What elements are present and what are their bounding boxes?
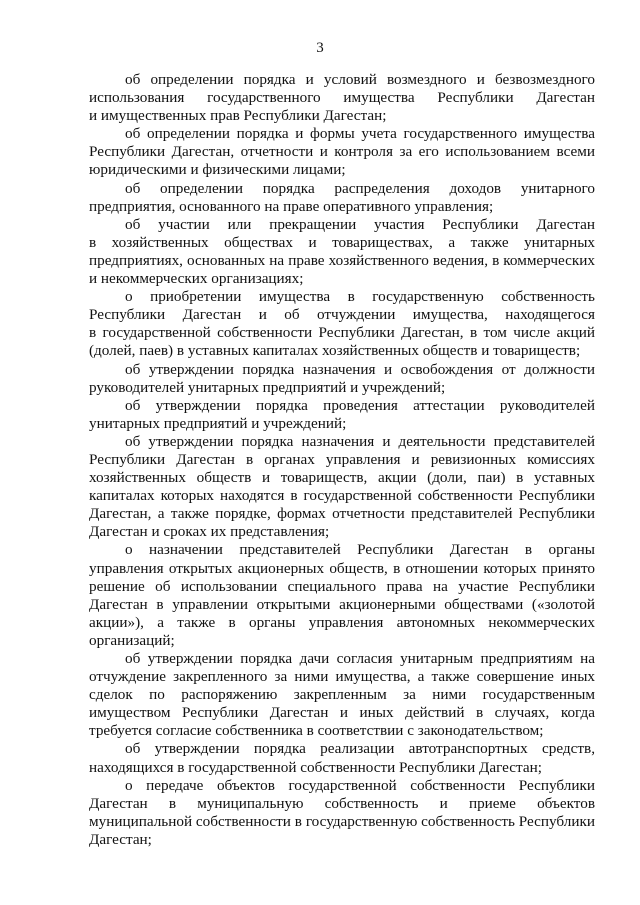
text-line: об определении порядка распределения доходов унитарного (125, 179, 595, 197)
text-line: акции»), а также в органы управления автономных некоммерческих (89, 613, 595, 631)
text-line: об утверждении порядка дачи согласия унитарным предприятиям на (125, 650, 595, 667)
text-line: о назначении представителей Республики Дагестан в органы (125, 541, 595, 559)
paragraph (89, 650, 595, 740)
text-line: и имущественных прав Республики Дагестан; (89, 107, 387, 125)
text-line: юридическими и физическими лицами; (89, 161, 346, 179)
paragraph (89, 125, 595, 179)
text-line: отчуждение закрепленного за ними имущества, а также совершение иных (89, 668, 595, 686)
text-line: о приобретении имущества в государственную собственность (125, 288, 595, 306)
text-line: и некоммерческих организациях; (89, 270, 304, 288)
text-line: о передаче объектов государственной собственности Республики (125, 776, 595, 794)
text-line: муниципальной собственности в государственную собственность Республики (89, 812, 595, 830)
text-line: предприятия, основанного на праве оперативного управления; (89, 197, 494, 215)
text-line: в государственной собственности Республики Дагестан, в том числе акций (89, 324, 595, 342)
text-line: (долей, паев) в уставных капиталах хозяйственных обществ и товариществ; (89, 342, 581, 360)
text-line: об утверждении порядка назначения и деятельности представителей (125, 432, 595, 450)
text-line: Дагестан и сроках их представления; (89, 523, 330, 541)
text-line: Дагестан, а также порядке, формах отчетности представителей Республики (89, 505, 595, 523)
paragraph (89, 288, 595, 360)
text-line: унитарных предприятий и учреждений; (89, 414, 347, 432)
text-line: об утверждении порядка проведения аттестации руководителей (125, 396, 595, 414)
text-line: решение об использовании специального права на участие Республики (89, 577, 595, 595)
text-line: имуществом Республики Дагестан и иных действий в случаях, когда (89, 704, 595, 722)
text-line: руководителей унитарных предприятий и учреждений; (89, 378, 446, 396)
text-line: сделок по распоряжению закрепленным за ними государственным (89, 686, 595, 704)
text-line: хозяйственных обществ и товариществ, акции (доли, паи) в уставных (89, 469, 595, 487)
text-line: предприятиях, основанных на праве хозяйственного ведения, в коммерческих (89, 251, 595, 269)
paragraph (89, 71, 595, 125)
document-body (89, 71, 595, 849)
text-line: об определении порядка и условий возмездного и безвозмездного (125, 71, 595, 88)
text-line: Республики Дагестан в органах управления и ревизионных комиссиях (89, 450, 595, 468)
text-line: Дагестан в управлении открытыми акционерными обществами («золотой (89, 595, 595, 613)
paragraph (89, 180, 595, 216)
text-line: Республики Дагестан, отчетности и контроля за его использованием всеми (89, 143, 595, 161)
text-line: капиталах которых находятся в государственной собственности Республики (89, 487, 595, 505)
text-line: об определении порядка и формы учета государственного имущества (125, 125, 595, 143)
page-number: 3 (316, 40, 324, 56)
paragraph (89, 433, 595, 542)
text-line: в хозяйственных обществах и товариществах, а также унитарных (89, 233, 595, 251)
paragraph (89, 740, 595, 776)
paragraph (89, 777, 595, 849)
paragraph (89, 541, 595, 650)
text-line: Дагестан в муниципальную собственность и приеме объектов (89, 794, 595, 812)
text-line: об утверждении порядка реализации автотранспортных средств, (125, 740, 595, 758)
text-line: Дагестан; (89, 830, 152, 848)
text-line: управления открытых акционерных обществ, в отношении которых принято (89, 559, 595, 577)
text-line: находящихся в государственной собственности Республики Дагестан; (89, 758, 542, 776)
text-line: об утверждении порядка назначения и освобождения от должности (125, 360, 595, 378)
text-line: организаций; (89, 631, 175, 649)
text-line: требуется согласие собственника в соответствии с законодательством; (89, 722, 544, 740)
paragraph (89, 216, 595, 288)
paragraph (89, 361, 595, 397)
text-line: использования государственного имущества Республики Дагестан (89, 89, 595, 107)
text-line: об участии или прекращении участия Республики Дагестан (125, 215, 595, 233)
text-line: Республики Дагестан и об отчуждении имущества, находящегося (89, 306, 595, 324)
paragraph (89, 397, 595, 433)
